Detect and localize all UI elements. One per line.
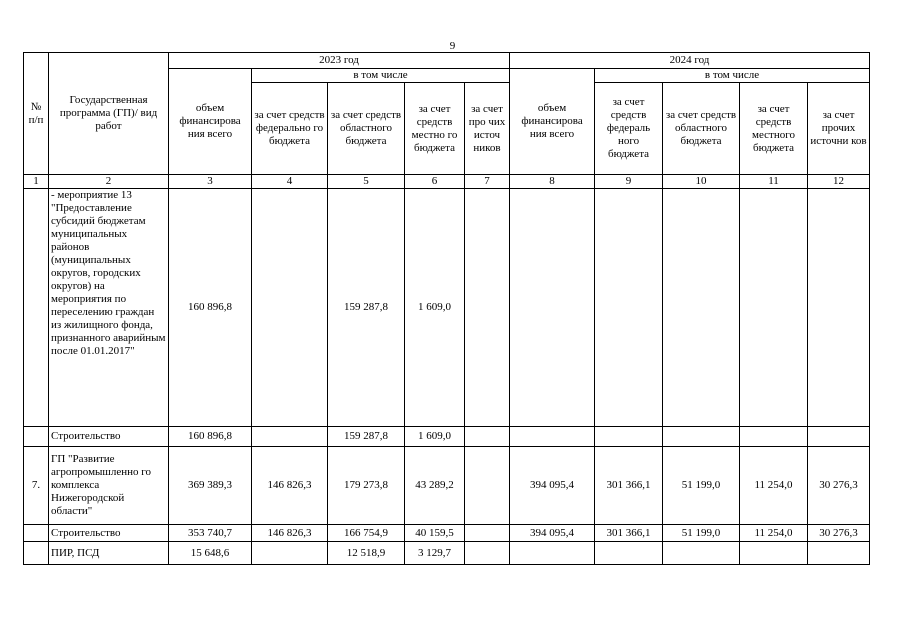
cell-value [808, 189, 870, 427]
cell-value: 159 287,8 [328, 427, 405, 447]
cell-value: 146 826,3 [252, 525, 328, 542]
cell-value: 1 609,0 [405, 189, 465, 427]
cell-value [663, 427, 740, 447]
page-number: 9 [449, 40, 456, 52]
cell-value: 11 254,0 [740, 525, 808, 542]
col-number: 8 [510, 175, 595, 189]
cell-value: 146 826,3 [252, 447, 328, 525]
table-row [24, 525, 870, 542]
header-incl-2023: в том числе [252, 69, 510, 83]
column-number-row [24, 175, 870, 189]
cell-value: 43 289,2 [405, 447, 465, 525]
cell-value: 369 389,3 [169, 447, 252, 525]
row-name: ПИР, ПСД [49, 542, 169, 565]
cell-value: 353 740,7 [169, 525, 252, 542]
cell-value [252, 189, 328, 427]
cell-value [663, 189, 740, 427]
header-loc-2024: за счет средств местного бюджета [740, 83, 808, 175]
row-num [24, 525, 49, 542]
cell-value: 160 896,8 [169, 189, 252, 427]
header-reg-2023: за счет средств областного бюджета [328, 83, 405, 175]
header-loc-2023: за счет средств местно го бюджета [405, 83, 465, 175]
row-name: Строительство [49, 525, 169, 542]
cell-value [465, 542, 510, 565]
col-number: 3 [169, 175, 252, 189]
cell-value: 30 276,3 [808, 525, 870, 542]
col-number: 2 [49, 175, 169, 189]
cell-value [465, 427, 510, 447]
col-number: 9 [595, 175, 663, 189]
row-name: Строительство [49, 427, 169, 447]
cell-value: 15 648,6 [169, 542, 252, 565]
row-num: 7. [24, 447, 49, 525]
cell-value [510, 189, 595, 427]
header-reg-2024: за счет средств областного бюджета [663, 83, 740, 175]
col-number: 12 [808, 175, 870, 189]
cell-value [808, 427, 870, 447]
table-row [24, 427, 870, 447]
cell-value [663, 542, 740, 565]
cell-value [740, 189, 808, 427]
cell-value: 166 754,9 [328, 525, 405, 542]
header-year-2024: 2024 год [510, 53, 870, 69]
header-oth-2024: за счет прочих источни ков [808, 83, 870, 175]
header-oth-2023: за счет про чих источ ников [465, 83, 510, 175]
header-year-2023: 2023 год [169, 53, 510, 69]
col-number: 5 [328, 175, 405, 189]
header-num: № п/п [24, 53, 49, 175]
cell-value: 3 129,7 [405, 542, 465, 565]
cell-value [465, 447, 510, 525]
cell-value [252, 542, 328, 565]
cell-value [595, 542, 663, 565]
table-row [24, 542, 870, 565]
col-number: 11 [740, 175, 808, 189]
header-total-2024: объем финансирова ния всего [510, 69, 595, 175]
header-program: Государственная программа (ГП)/ вид работ [49, 53, 169, 175]
row-num [24, 427, 49, 447]
cell-value [465, 189, 510, 427]
col-number: 4 [252, 175, 328, 189]
cell-value: 51 199,0 [663, 525, 740, 542]
col-number: 1 [24, 175, 49, 189]
cell-value: 30 276,3 [808, 447, 870, 525]
cell-value [510, 427, 595, 447]
row-name: ГП "Развитие агропромышленно го комплекса Нижегородской области" [49, 447, 169, 525]
cell-value: 1 609,0 [405, 427, 465, 447]
col-number: 10 [663, 175, 740, 189]
cell-value [595, 427, 663, 447]
cell-value: 159 287,8 [328, 189, 405, 427]
cell-value [595, 189, 663, 427]
col-number: 6 [405, 175, 465, 189]
cell-value [808, 542, 870, 565]
header-total-2023: объем финансирова ния всего [169, 69, 252, 175]
cell-value: 160 896,8 [169, 427, 252, 447]
cell-value: 11 254,0 [740, 447, 808, 525]
header-fed-2023: за счет средств федерально го бюджета [252, 83, 328, 175]
cell-value [465, 525, 510, 542]
financing-table [23, 52, 870, 565]
cell-value [252, 427, 328, 447]
table-row [24, 447, 870, 525]
header-fed-2024: за счет средств федераль ного бюджета [595, 83, 663, 175]
cell-value: 51 199,0 [663, 447, 740, 525]
cell-value: 301 366,1 [595, 525, 663, 542]
col-number: 7 [465, 175, 510, 189]
header-incl-2024: в том числе [595, 69, 870, 83]
cell-value [740, 542, 808, 565]
cell-value: 394 095,4 [510, 447, 595, 525]
cell-value: 179 273,8 [328, 447, 405, 525]
table-row [24, 189, 870, 427]
row-name: - мероприятие 13 "Предоставление субсидий бюджетам муниципальных районов (муниципальных округов, городских округов) на мероприятия по переселению граждан из жилищного фонда, признанного аварийным после 01.01.2017" [49, 189, 169, 427]
cell-value: 394 095,4 [510, 525, 595, 542]
cell-value: 40 159,5 [405, 525, 465, 542]
cell-value [510, 542, 595, 565]
cell-value [740, 427, 808, 447]
row-num [24, 189, 49, 427]
row-num [24, 542, 49, 565]
cell-value: 12 518,9 [328, 542, 405, 565]
cell-value: 301 366,1 [595, 447, 663, 525]
